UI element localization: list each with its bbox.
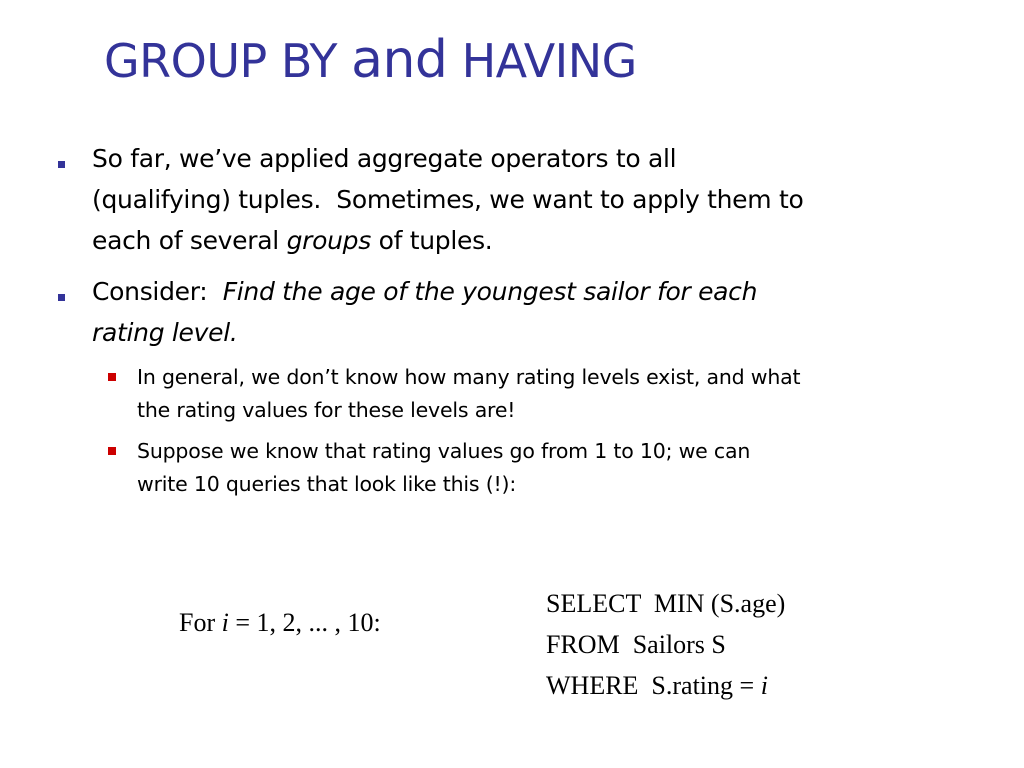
sql-variable: i <box>760 671 768 700</box>
bullet-aggregate-operators: So far, we’ve applied aggregate operators to all (qualifying) tuples. Sometimes, we want to apply them to each of several groups of tuples. <box>92 144 804 255</box>
square-bullet-icon <box>58 294 65 301</box>
emphasis-question-cont: rating level. <box>92 318 238 347</box>
bullet-consider: Consider: Find the age of the youngest sailor for each rating level. <box>92 271 992 353</box>
sub-bullet-rating-levels: In general, we don’t know how many rating levels exist, and what the rating values for these levels are! <box>137 365 801 422</box>
sql-where-line: WHERE S.rating = i <box>546 671 768 700</box>
sql-from-line: FROM Sailors S <box>546 630 726 659</box>
title-and: and <box>351 30 448 90</box>
sub-bullet-ten-queries: Suppose we know that rating values go from 1 to 10; we can write 10 queries that look like this (!): <box>137 439 751 496</box>
square-bullet-icon <box>58 161 65 168</box>
sql-select-line: SELECT MIN (S.age) <box>546 589 786 618</box>
emphasis-question: Find the age of the youngest sailor for each <box>222 277 758 306</box>
sql-query <box>546 583 785 706</box>
slide-title: GROUP BY and HAVING <box>104 30 637 90</box>
square-bullet-icon <box>108 373 116 381</box>
loop-line: For i = 1, 2, ... , 10: <box>179 608 381 637</box>
emphasis-groups: groups <box>286 226 371 255</box>
square-bullet-icon <box>108 447 116 455</box>
loop-variable: i <box>221 608 229 637</box>
